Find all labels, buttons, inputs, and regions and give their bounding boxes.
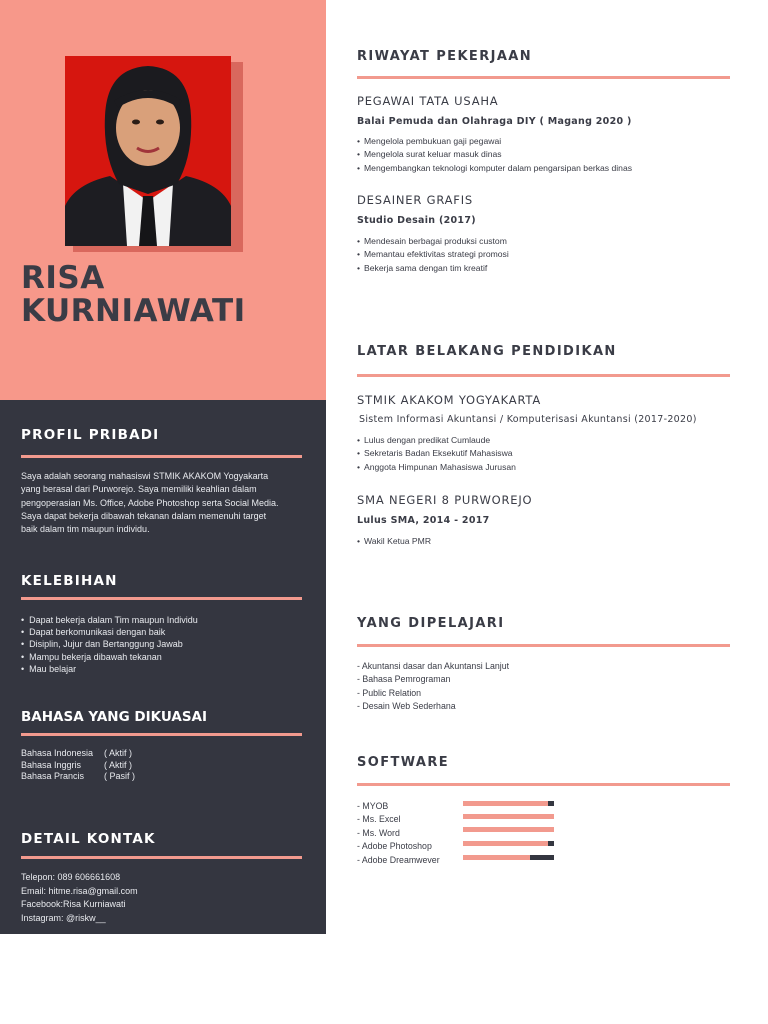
list-item: • Lulus dengan predikat Cumlaude (357, 434, 516, 447)
language-level: ( Aktif ) (104, 759, 133, 770)
list-item: - Public Relation (357, 687, 422, 698)
school-achievements (357, 434, 516, 474)
list-item: • Memantau efektivitas strategi promosi (357, 248, 509, 261)
list-item: • Mampu bekerja dibawah tekanan (21, 651, 198, 663)
skill-bar-fill (463, 827, 554, 832)
list-item: • Dapat bekerja dalam Tim maupun Individu (21, 614, 198, 626)
list-item: • Mengelola pembukuan gaji pegawai (357, 135, 632, 148)
skill-bar (463, 855, 554, 860)
job-position: PEGAWAI TATA USAHA (357, 94, 499, 108)
profile-line: yang berasal dari Purworejo. Saya memiliki keahlian dalam (21, 484, 257, 495)
software-divider (357, 783, 730, 786)
strengths-list (21, 614, 198, 675)
profile-photo (65, 56, 231, 246)
languages-title: BAHASA YANG DIKUASAI (21, 709, 208, 725)
list-item: • Anggota Himpunan Mahasiswa Jurusan (357, 461, 516, 474)
studied-title: YANG DIPELAJARI (357, 616, 505, 631)
strengths-title: KELEBIHAN (21, 573, 118, 589)
list-item: - Desain Web Sederhana (357, 700, 456, 711)
job-org: Studio Desain (2017) (357, 215, 476, 226)
language-name: Bahasa Prancis (21, 771, 85, 781)
job-duties (357, 235, 509, 275)
contact-title: DETAIL KONTAK (21, 831, 156, 847)
skill-bar (463, 814, 554, 819)
software-label: - MYOB (357, 801, 389, 811)
language-level: ( Aktif ) (104, 748, 133, 758)
skill-bar (463, 801, 554, 806)
list-item: • Mengelola surat keluar masuk dinas (357, 148, 632, 161)
software-label: - Adobe Dreamwever (357, 854, 440, 865)
school-name: STMIK AKAKOM YOGYAKARTA (357, 393, 541, 407)
language-name: Bahasa Inggris (21, 759, 82, 770)
profile-line: Saya adalah seorang mahasiswi STMIK AKAKOM Yogyakarta (21, 471, 269, 481)
profile-line: Saya dapat bekerja dibawah tekanan dalam memenuhi target (21, 510, 267, 521)
language-level: ( Pasif ) (104, 771, 136, 781)
list-item: • Dapat berkomunikasi dengan baik (21, 626, 198, 638)
list-item: • Disiplin, Jujur dan Bertanggung Jawab (21, 638, 198, 650)
school-detail: Lulus SMA, 2014 - 2017 (357, 515, 490, 526)
studied-list (357, 660, 509, 713)
skill-bar (463, 827, 554, 832)
name-line-2: KURNIAWATI (21, 293, 246, 329)
language-name: Bahasa Indonesia (21, 748, 94, 758)
contact-divider (21, 856, 302, 859)
profile-line: pengoperasian Ms. Office, Adobe Photoshop serta Social Media. (21, 497, 279, 508)
education-title: LATAR BELAKANG PENDIDIKAN (357, 344, 617, 359)
list-item: - Akuntansi dasar dan Akuntansi Lanjut (357, 661, 510, 671)
education-divider (357, 374, 730, 377)
name-line-1: RISA (21, 260, 105, 296)
list-item: • Bekerja sama dengan tim kreatif (357, 262, 509, 275)
list-item: - Bahasa Pemrograman (357, 674, 451, 685)
school-name: SMA NEGERI 8 PURWOREJO (357, 493, 533, 507)
language-row (21, 748, 135, 760)
profile-title: PROFIL PRIBADI (21, 427, 160, 443)
software-title: SOFTWARE (357, 755, 450, 770)
contact-phone: Telepon: 089 606661608 (21, 872, 121, 882)
languages-divider (21, 733, 302, 736)
skill-bar-fill (463, 801, 548, 806)
job-duties (357, 135, 632, 175)
contact-email[interactable]: Email: hitme.risa@gmail.com (21, 885, 138, 896)
profile-divider (21, 455, 302, 458)
software-label: - Ms. Excel (357, 814, 401, 825)
contact-details (21, 871, 138, 925)
skill-bar-fill (463, 855, 530, 860)
job-position: DESAINER GRAFIS (357, 193, 474, 207)
studied-divider (357, 644, 730, 647)
work-divider (357, 76, 730, 79)
job-org: Balai Pemuda dan Olahraga DIY ( Magang 2020 ) (357, 116, 632, 127)
contact-facebook[interactable]: Facebook:Risa Kurniawati (21, 899, 126, 909)
list-item: • Sekretaris Badan Eksekutif Mahasiswa (357, 447, 516, 460)
software-label: - Ms. Word (357, 827, 400, 838)
skill-bar (463, 841, 554, 846)
list-item: • Mendesain berbagai produksi custom (357, 235, 509, 248)
full-name (21, 262, 246, 328)
list-item: • Mau belajar (21, 663, 198, 675)
skill-bar-fill (463, 814, 554, 819)
skill-bar-fill (463, 841, 548, 846)
language-row (21, 771, 135, 783)
software-list (357, 800, 440, 867)
school-detail: Sistem Informasi Akuntansi / Komputerisasi Akuntansi (2017-2020) (359, 414, 697, 425)
contact-instagram[interactable]: Instagram: @riskw__ (21, 912, 106, 923)
profile-text (21, 470, 311, 536)
language-row (21, 760, 135, 772)
work-title: RIWAYAT PEKERJAAN (357, 49, 533, 64)
list-item: • Wakil Ketua PMR (357, 535, 431, 548)
list-item: • Mengembangkan teknologi komputer dalam pengarsipan berkas dinas (357, 162, 632, 175)
school-achievements (357, 535, 431, 548)
profile-line: baik dalam tim maupun individu. (21, 524, 150, 535)
strengths-divider (21, 597, 302, 600)
software-label: - Adobe Photoshop (357, 841, 432, 852)
languages-table (21, 748, 135, 783)
